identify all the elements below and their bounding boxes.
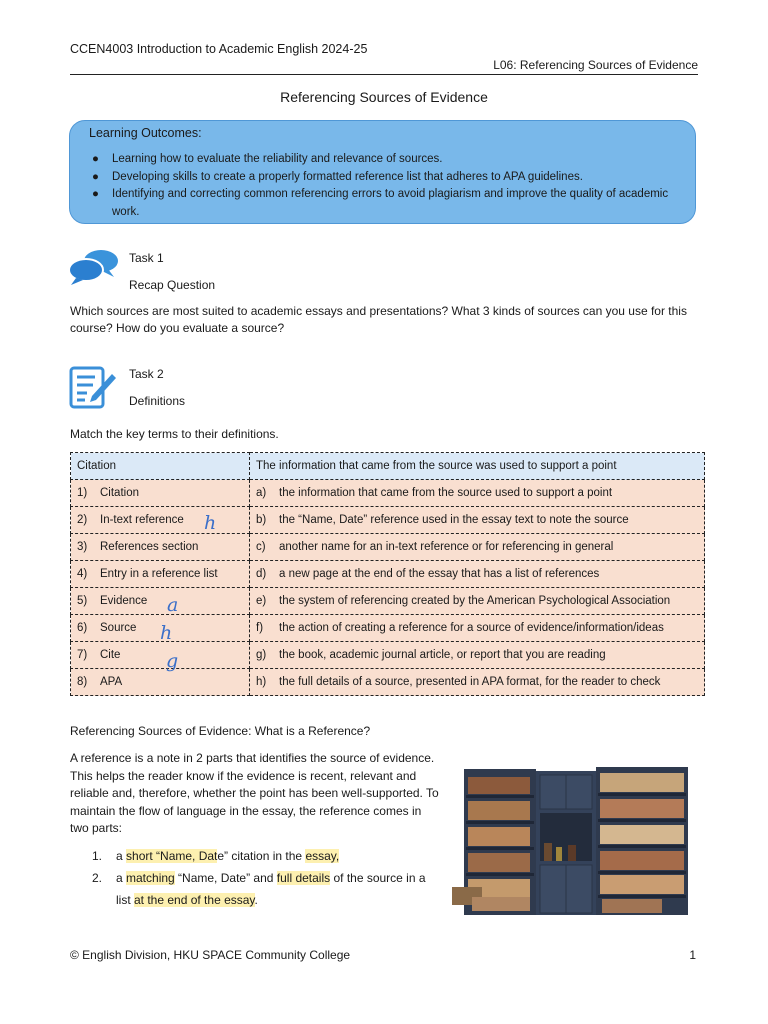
term-text: Citation bbox=[100, 487, 139, 499]
list-text: “Name, Date” and bbox=[174, 871, 277, 885]
table-row bbox=[71, 669, 705, 696]
learning-outcomes-box bbox=[69, 120, 696, 224]
table-row bbox=[71, 588, 705, 615]
definition-letter: a) bbox=[256, 487, 267, 499]
definition-letter: g) bbox=[256, 649, 267, 661]
highlighted-text: short “Name, Dat bbox=[126, 849, 218, 863]
bullet: ● bbox=[92, 170, 99, 183]
handwritten-answer: a bbox=[167, 594, 179, 616]
term-number: 7) bbox=[77, 649, 88, 661]
section-title: Referencing Sources of Evidence: What is a Reference? bbox=[70, 724, 371, 738]
task1-question: Which sources are most suited to academic essays and presentations? What 3 kinds of sources can you use for this course? How do you evaluate a source? bbox=[70, 304, 687, 335]
term-cell bbox=[71, 480, 250, 507]
table-row bbox=[71, 534, 705, 561]
footer-copyright: © English Division, HKU SPACE Community College bbox=[70, 948, 351, 962]
list-text: . bbox=[254, 893, 258, 907]
definition-cell bbox=[250, 534, 705, 561]
definition-text: the full details of a source, presented in APA format, for the reader to check bbox=[279, 676, 661, 688]
reference-parts-list bbox=[92, 845, 442, 911]
highlighted-text: matching bbox=[126, 871, 175, 885]
task1-label: Task 1 bbox=[129, 251, 164, 265]
definition-text: the “Name, Date” reference used in the essay text to note the source bbox=[279, 514, 629, 526]
definition-cell bbox=[250, 561, 705, 588]
definition-cell bbox=[250, 480, 705, 507]
list-text: a bbox=[116, 871, 127, 885]
definition-letter: b) bbox=[256, 514, 267, 526]
term-text: Source bbox=[100, 622, 137, 634]
term-cell bbox=[71, 642, 250, 669]
list-number: 2. bbox=[92, 871, 103, 885]
definition-letter: h) bbox=[256, 676, 267, 688]
term-cell bbox=[71, 507, 250, 534]
list-item bbox=[92, 845, 442, 867]
list-text: a bbox=[116, 849, 127, 863]
table-header-row bbox=[71, 453, 705, 480]
definition-letter: d) bbox=[256, 568, 267, 580]
term-cell bbox=[71, 669, 250, 696]
definition-text: another name for an in-text reference or for referencing in general bbox=[279, 541, 614, 553]
document-pencil-icon bbox=[69, 366, 117, 410]
definition-letter: c) bbox=[256, 541, 266, 553]
term-cell bbox=[71, 534, 250, 561]
reference-paragraph: A reference is a note in 2 parts that identifies the source of evidence. This helps the reader know if the evidence is recent, relevant and reliable and, therefore, whether the point has been well-supported. To maintain the flow of language in the essay, the reference comes in two parts: bbox=[70, 751, 439, 835]
handwritten-answer: h bbox=[160, 622, 173, 644]
learning-outcomes-title: Learning Outcomes: bbox=[89, 126, 202, 140]
header-course: CCEN4003 Introduction to Academic English 2024-25 bbox=[70, 42, 368, 56]
term-number: 2) bbox=[77, 514, 88, 526]
definition-text: the book, academic journal article, or report that you are reading bbox=[279, 649, 606, 661]
table-row bbox=[71, 480, 705, 507]
definition-text: the action of creating a reference for a source of evidence/information/ideas bbox=[279, 622, 664, 634]
learning-outcomes-list bbox=[92, 151, 672, 221]
page-number: 1 bbox=[689, 948, 696, 962]
speech-bubbles-icon bbox=[68, 248, 120, 286]
definition-letter: e) bbox=[256, 595, 267, 607]
list-text: of the source in a list bbox=[116, 871, 426, 907]
table-row bbox=[71, 507, 705, 534]
definition-text: the system of referencing created by the American Psychological Association bbox=[279, 595, 671, 607]
task1-name: Recap Question bbox=[129, 278, 216, 292]
table-header-cell: Citation bbox=[71, 453, 250, 480]
outcome-text: Learning how to evaluate the reliability and relevance of sources. bbox=[112, 153, 443, 165]
term-text: Evidence bbox=[100, 595, 148, 607]
definition-text: the information that came from the source used to support a point bbox=[279, 487, 613, 499]
definition-cell bbox=[250, 615, 705, 642]
outcome-text: Developing skills to create a properly formatted reference list that adheres to APA guidelines. bbox=[112, 170, 583, 183]
header-divider bbox=[70, 74, 698, 75]
list-number: 1. bbox=[92, 849, 103, 863]
task2-name: Definitions bbox=[129, 394, 186, 408]
bullet: ● bbox=[92, 188, 99, 200]
term-number: 3) bbox=[77, 541, 88, 553]
page-title: Referencing Sources of Evidence bbox=[280, 89, 488, 105]
term-number: 6) bbox=[77, 622, 88, 634]
term-text: Cite bbox=[100, 649, 121, 661]
list-text: e” citation in the bbox=[217, 849, 306, 863]
term-cell bbox=[71, 588, 250, 615]
definition-cell bbox=[250, 669, 705, 696]
highlighted-text: essay, bbox=[305, 849, 340, 863]
term-cell bbox=[71, 561, 250, 588]
list-item bbox=[92, 169, 672, 187]
task2-instruction: Match the key terms to their definitions. bbox=[70, 427, 279, 441]
term-text: APA bbox=[100, 676, 123, 688]
highlighted-text: full details bbox=[276, 871, 331, 885]
handwritten-answer: g bbox=[166, 650, 179, 672]
term-number: 4) bbox=[77, 568, 88, 580]
highlighted-text: at the end of the essay bbox=[134, 893, 255, 907]
term-number: 5) bbox=[77, 595, 88, 607]
bookcase-image bbox=[452, 765, 690, 917]
list-item bbox=[92, 867, 442, 911]
definition-text: a new page at the end of the essay that has a list of references bbox=[279, 568, 600, 580]
outcome-text: Identifying and correcting common referencing errors to avoid plagiarism and improve the quality of academic work. bbox=[112, 188, 669, 218]
definition-cell bbox=[250, 642, 705, 669]
task2-label: Task 2 bbox=[129, 367, 164, 381]
definition-letter: f) bbox=[256, 622, 264, 634]
table-row bbox=[71, 561, 705, 588]
term-text: Entry in a reference list bbox=[100, 568, 218, 580]
table-header-cell: The information that came from the source was used to support a point bbox=[250, 453, 705, 480]
list-item bbox=[92, 186, 672, 221]
term-number: 8) bbox=[77, 676, 88, 688]
term-text: References section bbox=[100, 541, 199, 553]
definition-cell bbox=[250, 507, 705, 534]
bullet: ● bbox=[92, 153, 99, 165]
header-lesson: L06: Referencing Sources of Evidence bbox=[493, 58, 698, 72]
definition-cell bbox=[250, 588, 705, 615]
term-number: 1) bbox=[77, 487, 88, 499]
term-text: In-text reference bbox=[100, 514, 184, 526]
list-item bbox=[92, 151, 672, 169]
handwritten-answer: h bbox=[204, 512, 217, 534]
